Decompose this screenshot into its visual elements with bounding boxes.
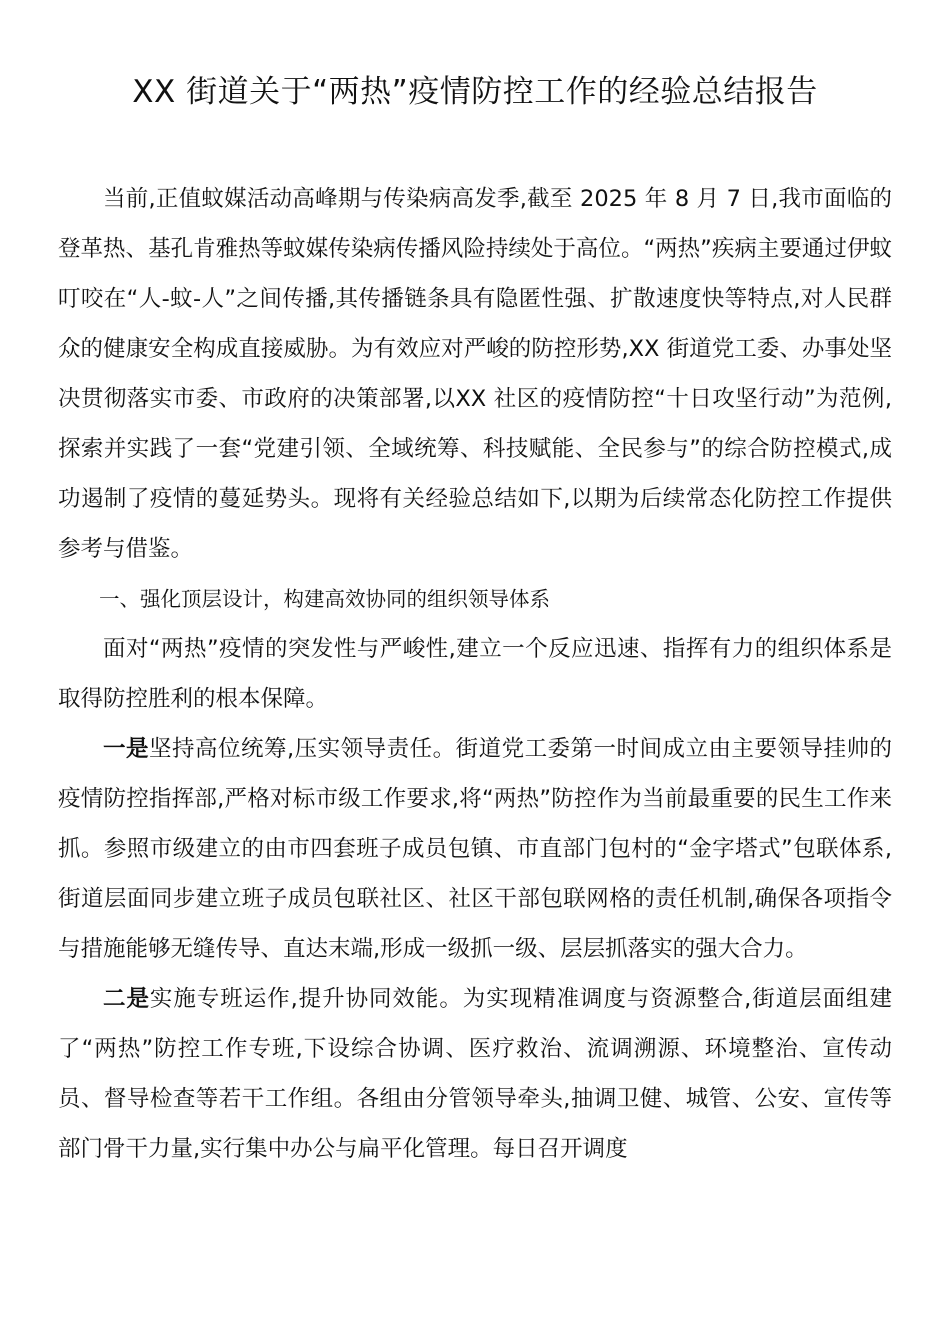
section-heading-1: 一、强化顶层设计，构建高效协同的组织领导体系 (99, 587, 550, 611)
document-title: XX 街道关于“两热”疫情防控工作的经验总结报告 (132, 74, 818, 110)
intro-paragraph: 当前,正值蚊媒活动高峰期与传染病高发季,截至 2025 年 8 月 7 日,我市面临的登革热、基孔肯雅热等蚊媒传染病传播风险持续处于高位。“两热”疾病主要通过伊蚊叮咬在“人-蚊-人”之间传播,其传播链条具有隐匿性强、扩散速度快等特点,对人民群众的健康安全构成直接威胁。为有效应对严峻的防控形势,XX 街道党工委、办事处坚决贯彻落实市委、市政府的决策部署,以XX 社区的疫情防控“十日攻坚行动”为范例,探索并实践了一套“党建引领、全域统筹、科技赋能、全民参与”的综合防控模式,成功遏制了疫情的蔓延势头。现将有关经验总结如下,以期为后续常态化防控工作提供参考与借鉴。 (58, 186, 892, 562)
point-1-lead: 一是 (103, 736, 149, 762)
point-1-text: 坚持高位统筹,压实领导责任。街道党工委第一时间成立由主要领导挂帅的疫情防控指挥部,严格对标市级工作要求,将“两热”防控作为当前最重要的民生工作来抓。参照市级建立的由市四套班子成员包镇、市直部门包村的“金字塔式”包联体系,街道层面同步建立班子成员包联社区、社区干部包联网格的责任机制,确保各项指令与措施能够无缝传导、直达末端,形成一级抓一级、层层抓落实的强大合力。 (58, 736, 892, 962)
point-2-lead: 二是 (103, 986, 150, 1012)
point-1-paragraph (58, 724, 892, 974)
section-1-intro-paragraph: 面对“两热”疫情的突发性与严峻性,建立一个反应迅速、指挥有力的组织体系是取得防控胜利的根本保障。 (58, 636, 892, 712)
document-body (58, 174, 892, 1174)
point-2-text: 实施专班运作,提升协同效能。为实现精准调度与资源整合,街道层面组建了“两热”防控工作专班,下设综合协调、医疗救治、流调溯源、环境整治、宣传动员、督导检查等若干工作组。各组由分管领导牵头,抽调卫健、城管、公安、宣传等部门骨干力量,实行集中办公与扁平化管理。每日召开调度 (58, 986, 892, 1162)
point-2-paragraph (58, 974, 892, 1174)
